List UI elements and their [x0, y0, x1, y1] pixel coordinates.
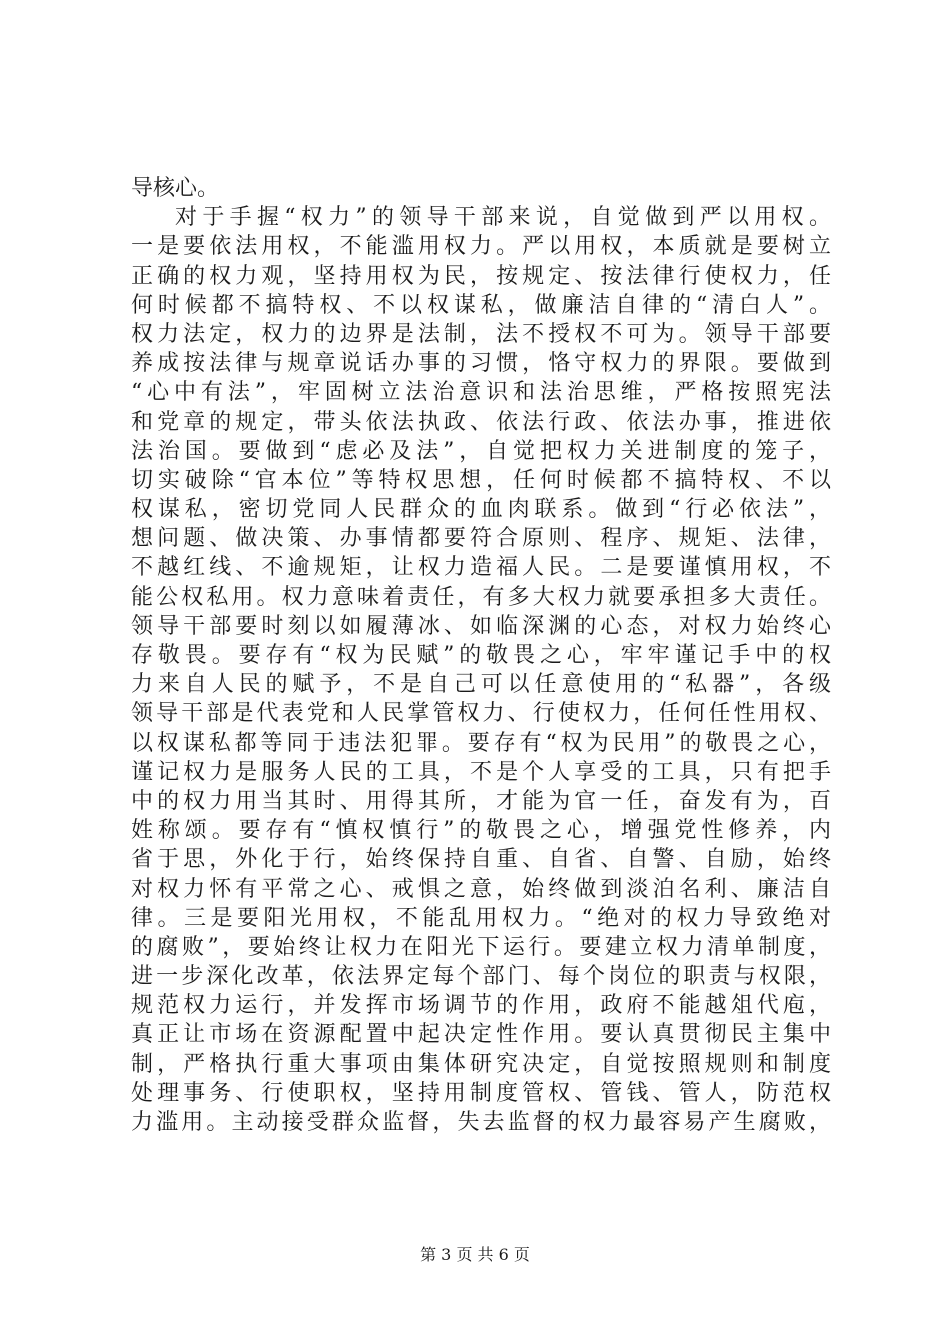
text-line: 律。三是要阳光用权，不能乱用权力。“绝对的权力导致绝对 — [131, 905, 831, 931]
text-line: 存敬畏。要存有“权为民赋”的敬畏之心，牢牢谨记手中的权 — [131, 643, 831, 668]
text-line: 权力法定，权力的边界是法制，法不授权不可为。领导干部要 — [131, 321, 831, 347]
text-line: 想问题、做决策、办事情都要符合原则、程序、规矩、法律， — [131, 526, 831, 552]
text-line: 法治国。要做到“虑必及法”，自觉把权力关进制度的笼子， — [131, 438, 831, 464]
text-line: 不越红线、不逾规矩，让权力造福人民。二是要谨慎用权，不 — [131, 555, 831, 581]
text-line: 能公权私用。权力意味着责任，有多大权力就要承担多大责任。 — [131, 584, 831, 610]
text-line: 力滥用。主动接受群众监督，失去监督的权力最容易产生腐败， — [131, 1110, 831, 1135]
text-line: 进一步深化改革，依法界定每个部门、每个岗位的职责与权限， — [131, 964, 831, 990]
text-line: 力来自人民的赋予，不是自己可以任意使用的“私器”，各级 — [131, 672, 831, 698]
text-line: 对权力怀有平常之心、戒惧之意，始终做到淡泊名利、廉洁自 — [131, 876, 831, 902]
text-line: 处理事务、行使职权，坚持用制度管权、管钱、管人，防范权 — [131, 1080, 831, 1106]
text-line: 领导干部是代表党和人民掌管权力、行使权力，任何任性用权、 — [131, 701, 831, 727]
body-text — [131, 174, 831, 1137]
text-line: 制，严格执行重大事项由集体研究决定，自觉按照规则和制度 — [131, 1051, 831, 1077]
text-line: 真正让市场在资源配置中起决定性作用。要认真贯彻民主集中 — [131, 1022, 831, 1048]
text-line: 中的权力用当其时、用得其所，才能为官一任，奋发有为，百 — [131, 788, 831, 814]
text-line: 养成按法律与规章说话办事的习惯，恪守权力的界限。要做到 — [131, 351, 831, 377]
text-line: 和党章的规定，带头依法执政、依法行政、依法办事，推进依 — [131, 409, 831, 435]
text-line: 姓称颂。要存有“慎权慎行”的敬畏之心，增强党性修养，内 — [131, 818, 831, 844]
text-line: 谨记权力是服务人民的工具，不是个人享受的工具，只有把手 — [131, 759, 831, 785]
text-line: 规范权力运行，并发挥市场调节的作用，政府不能越俎代庖， — [131, 993, 831, 1019]
text-line: “心中有法”，牢固树立法治意识和法治思维，严格按照宪法 — [131, 380, 831, 406]
text-line: 的腐败”，要始终让权力在阳光下运行。要建立权力清单制度， — [131, 934, 831, 960]
text-line: 正确的权力观，坚持用权为民，按规定、按法律行使权力，任 — [131, 263, 831, 289]
text-line: 何时候都不搞特权、不以权谋私，做廉洁自律的“清白人”。 — [131, 292, 831, 318]
text-line: 导核心。 — [131, 176, 220, 201]
text-line: 以权谋私都等同于违法犯罪。要存有“权为民用”的敬畏之心， — [131, 730, 831, 756]
text-line: 切实破除“官本位”等特权思想，任何时候都不搞特权、不以 — [131, 467, 831, 493]
text-line: 领导干部要时刻以如履薄冰、如临深渊的心态，对权力始终心 — [131, 613, 831, 639]
page-number-footer: 第 3 页 共 6 页 — [420, 1245, 530, 1264]
paragraph-first-line: 对于手握“权力”的领导干部来说，自觉做到严以用权。 — [175, 205, 831, 231]
text-line: 权谋私，密切党同人民群众的血肉联系。做到“行必依法”， — [131, 497, 831, 523]
text-line: 省于思，外化于行，始终保持自重、自省、自警、自励，始终 — [131, 847, 831, 873]
text-line: 一是要依法用权，不能滥用权力。严以用权，本质就是要树立 — [131, 234, 831, 260]
